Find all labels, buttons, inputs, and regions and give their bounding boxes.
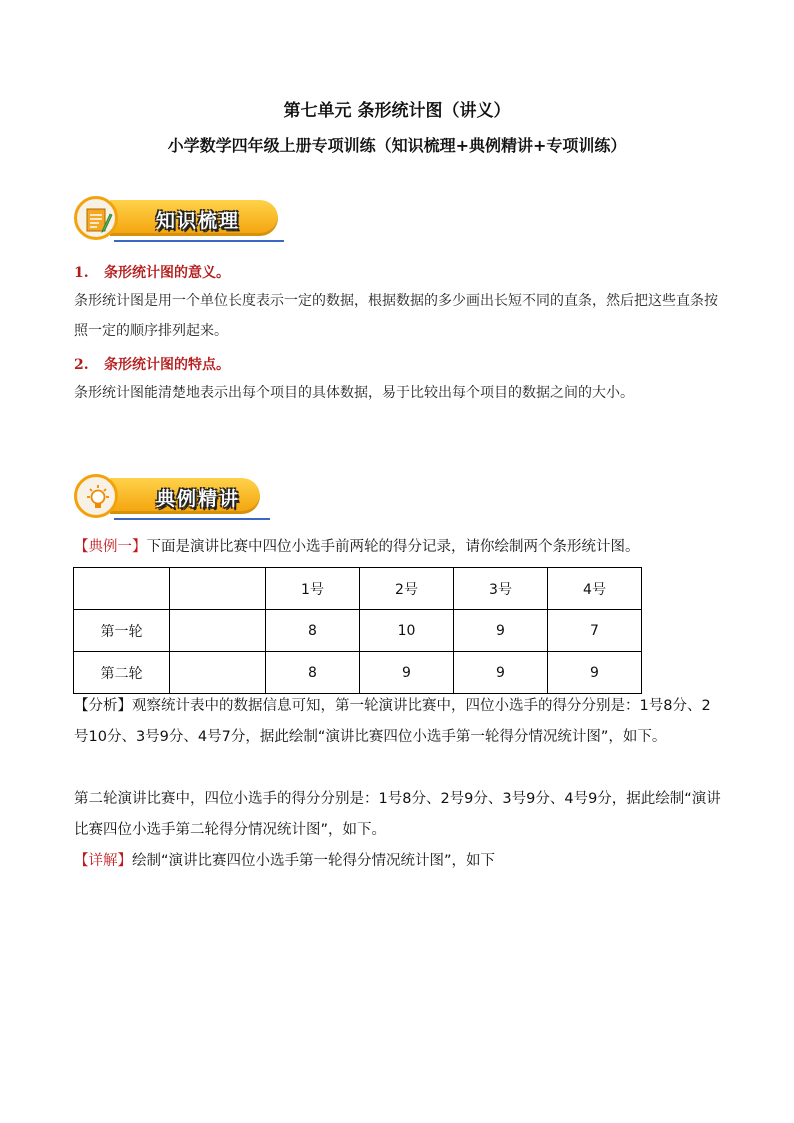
score-table	[73, 567, 642, 694]
example-text: 下面是演讲比赛中四位小选手前两轮的得分记录，请你绘制两个条形统计图。	[146, 539, 640, 555]
example-prompt	[74, 532, 724, 563]
table-cell: 9	[548, 652, 642, 694]
banner-label: 知识梳理	[156, 210, 241, 232]
table-cell: 7	[548, 610, 642, 652]
banner-icon-circle	[74, 474, 118, 518]
banner-label: 典例精讲	[156, 488, 241, 510]
banner-underline	[114, 240, 284, 242]
table-cell: 9	[454, 610, 548, 652]
table-cell	[170, 568, 266, 610]
table-cell	[74, 568, 170, 610]
section-banner-knowledge	[74, 196, 284, 244]
table-cell	[170, 610, 266, 652]
knowledge-paragraph-2: 条形统计图能清楚地表示出每个项目的具体数据，易于比较出每个项目的数据之间的大小。	[74, 385, 634, 401]
knowledge-paragraph-1: 条形统计图是用一个单位长度表示一定的数据，根据数据的多少画出长短不同的直条，然后把这些直条按照一定的顺序排列起来。	[74, 293, 718, 339]
table-row	[74, 610, 642, 652]
analysis-tag: 【分析】	[74, 698, 132, 714]
knowledge-heading-1	[74, 262, 230, 282]
banner-icon-circle	[74, 196, 118, 240]
solution-text: 绘制“演讲比赛四位小选手第一轮得分情况统计图”，如下	[132, 853, 496, 869]
analysis-text: 观察统计表中的数据信息可知，第一轮演讲比赛中，四位小选手的得分分别是：1号8分、2号10分、3号9分、4号7分，据此绘制“演讲比赛四位小选手第一轮得分情况统计图”，如下。	[74, 698, 711, 745]
table-cell: 8	[266, 652, 360, 694]
section-banner-examples	[74, 474, 270, 522]
knowledge-heading-2	[74, 354, 230, 374]
table-cell: 9	[360, 652, 454, 694]
table-cell: 第二轮	[74, 652, 170, 694]
table-cell: 1号	[266, 568, 360, 610]
solution-tag: 【详解】	[74, 853, 132, 869]
table-cell: 2号	[360, 568, 454, 610]
table-cell: 9	[454, 652, 548, 694]
table-cell: 8	[266, 610, 360, 652]
table-cell: 4号	[548, 568, 642, 610]
analysis-paragraph	[74, 691, 724, 753]
solution-paragraph	[74, 846, 724, 877]
page-subtitle: 小学数学四年级上册专项训练（知识梳理+典例精讲+专项训练）	[167, 136, 627, 155]
banner-underline	[114, 518, 270, 520]
item-heading: 条形统计图的意义。	[104, 265, 230, 281]
banner-pill	[110, 478, 260, 514]
notepad-pencil-icon	[83, 205, 113, 235]
table-cell: 3号	[454, 568, 548, 610]
table-cell: 10	[360, 610, 454, 652]
table-cell: 第一轮	[74, 610, 170, 652]
item-heading: 条形统计图的特点。	[104, 357, 230, 373]
page-title: 第七单元 条形统计图（讲义）	[283, 101, 511, 121]
table-row	[74, 652, 642, 694]
example-tag: 【典例一】	[74, 539, 147, 555]
table-header-row	[74, 568, 642, 610]
banner-pill	[110, 200, 278, 236]
item-number: 1.	[74, 265, 89, 281]
lightbulb-icon	[83, 483, 113, 513]
analysis-paragraph-2: 第二轮演讲比赛中，四位小选手的得分分别是：1号8分、2号9分、3号9分、4号9分，据此绘制“演讲比赛四位小选手第二轮得分情况统计图”，如下。	[74, 791, 721, 838]
item-number: 2.	[74, 357, 89, 373]
table-cell	[170, 652, 266, 694]
